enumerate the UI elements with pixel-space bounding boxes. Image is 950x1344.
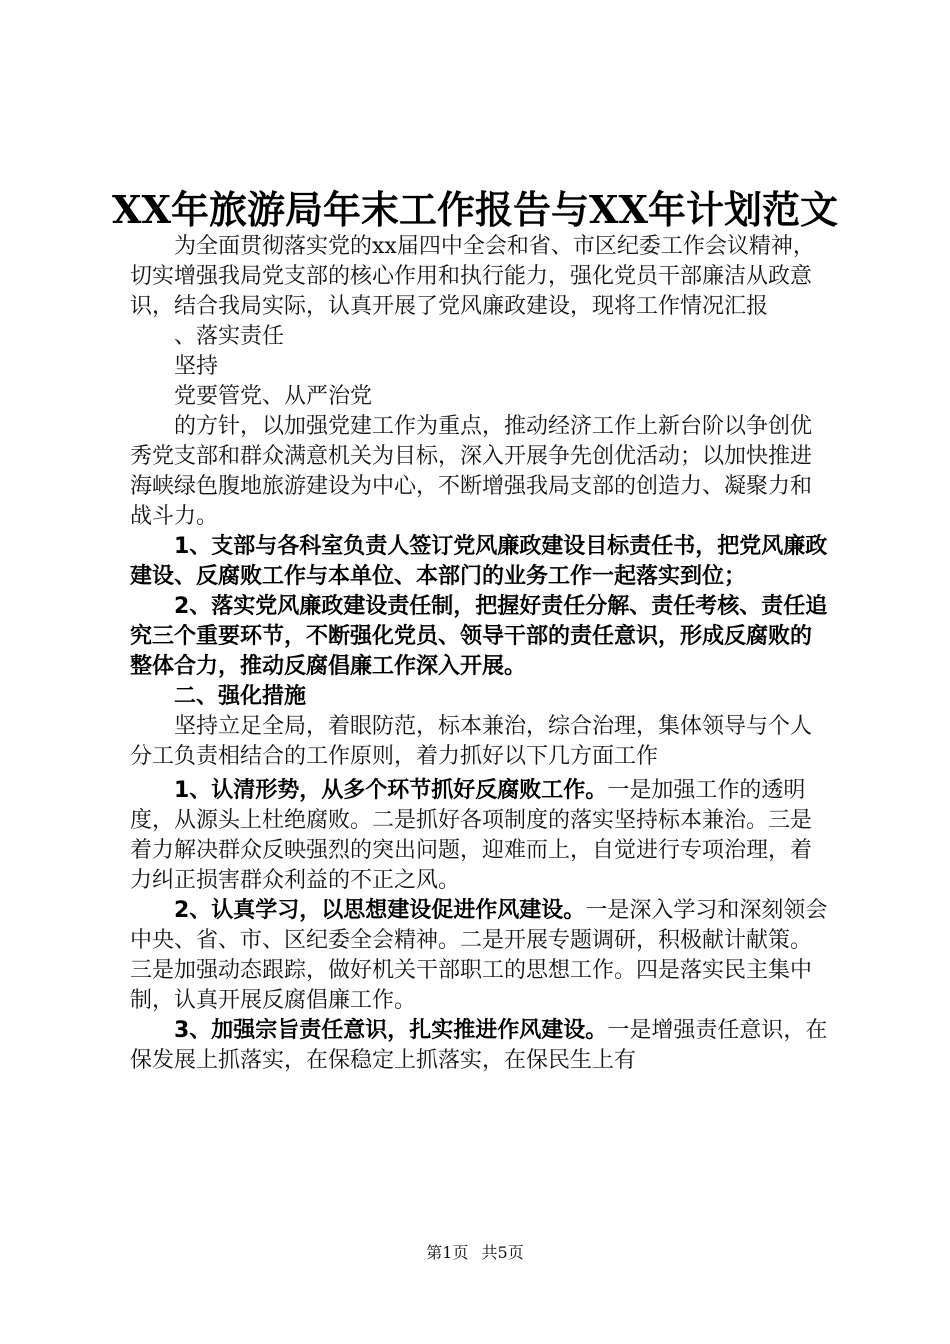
paragraph: 的方针，以加强党建工作为重点，推动经济工作上新台阶以争创优秀党支部和群众满意机关为目标，深入开展争先创优活动；以加快推进海峡绿色腹地旅游建设为中心，不断增强我局支部的创造力、凝聚力和战斗力。: [130, 414, 813, 529]
bold-paragraph: 2、落实党风廉政建设责任制，把握好责任分解、责任考核、责任追究三个重要环节，不断强化党员、领导干部的责任意识，形成反腐败的整体合力，推动反腐倡廉工作深入开展。: [130, 594, 828, 679]
paragraph-lead: 2、认真学习，以思想建设促进作风建设。: [174, 898, 586, 923]
paragraph: 、落实责任: [174, 324, 285, 349]
section-heading: 二、强化措施: [174, 684, 307, 709]
paragraph: 坚持: [174, 354, 219, 379]
paragraph: [130, 896, 830, 1016]
page-number: 第1页: [426, 1243, 469, 1262]
paragraph: 坚持立足全局，着眼防范，标本兼治，综合治理，集体领导与个人分工负责相结合的工作原则，着力抓好以下几方面工作: [130, 714, 813, 769]
paragraph: [130, 1016, 830, 1076]
paragraph-lead: 1、认清形势，从多个环节抓好反腐败工作。: [174, 778, 608, 803]
paragraph: 为全面贯彻落实党的xx届四中全会和省、市区纪委工作会议精神，切实增强我局党支部的核心作用和执行能力，强化党员干部廉洁从政意识，结合我局实际，认真开展了党风廉政建设，现将工作情况汇报: [130, 234, 815, 319]
document-body: [130, 232, 830, 1076]
bold-paragraph: 1、支部与各科室负责人签订党风廉政建设目标责任书，把党风廉政建设、反腐败工作与本单位、本部门的业务工作一起落实到位；: [130, 534, 828, 589]
page-footer: [0, 1240, 950, 1263]
paragraph-lead: 3、加强宗旨责任意识，扎实推进作风建设。: [174, 1018, 608, 1043]
paragraph-text: 一是深入学习和深刻领会中央、省、市、区纪委全会精神。二是开展专题调研，积极献计献策。三是加强动态跟踪，做好机关干部职工的思想工作。四是落实民主集中制，认真开展反腐倡廉工作。: [130, 898, 828, 1013]
paragraph-text: 一是加强工作的透明度，从源头上杜绝腐败。二是抓好各项制度的落实坚持标本兼治。三是着力解决群众反映强烈的突出问题，迎难而上，自觉进行专项治理，着力纠正损害群众利益的不正之风。: [130, 778, 813, 893]
document-title: XX年旅游局年末工作报告与XX年计划范文: [112, 187, 838, 232]
paragraph: 党要管党、从严治党: [174, 384, 373, 409]
paragraph: [130, 776, 830, 896]
paragraph-text: 一是增强责任意识，在保发展上抓落实，在保稳定上抓落实，在保民生上有: [130, 1018, 828, 1073]
page-total: 共5页: [481, 1243, 524, 1262]
